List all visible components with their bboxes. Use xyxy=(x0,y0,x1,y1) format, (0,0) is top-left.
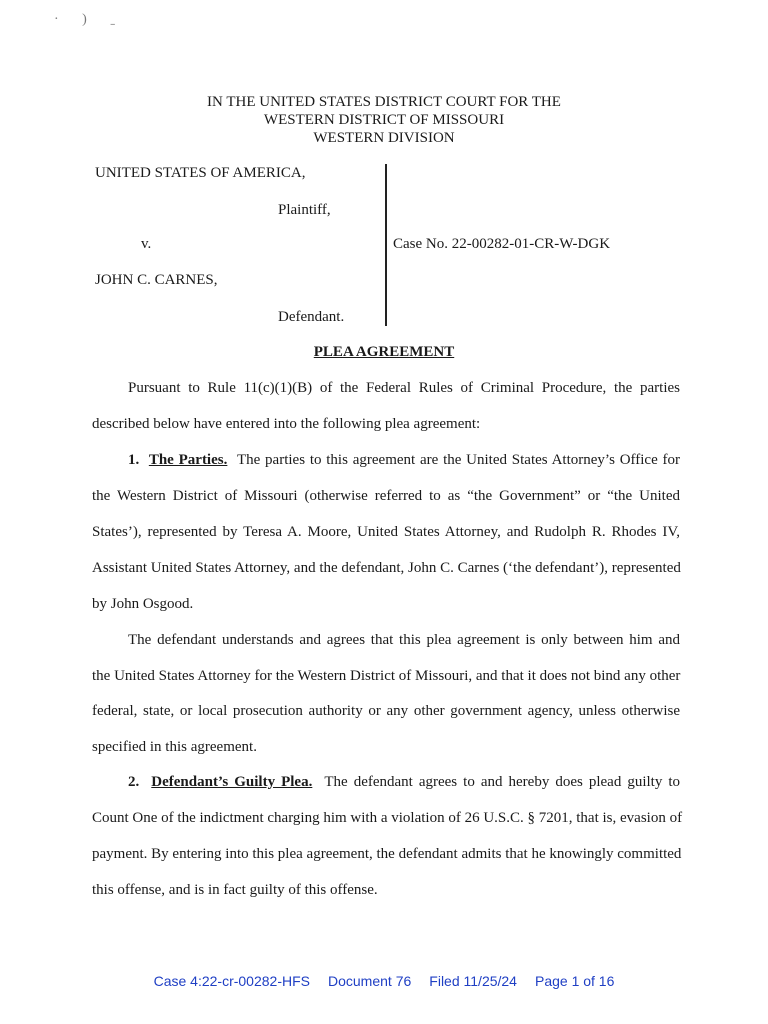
plaintiff-role: Plaintiff, xyxy=(278,202,331,218)
caption-divider xyxy=(385,164,387,326)
section-2-text: The defendant agrees to and hereby does plead guilty to xyxy=(324,774,681,790)
defendant-name: JOHN C. CARNES, xyxy=(95,272,218,288)
footer-filed: Filed 11/25/24 xyxy=(429,973,517,989)
intro-line-1: Pursuant to Rule 11(c)(1)(B) of the Federal Rules of Criminal Procedure, the parties xyxy=(128,380,680,396)
court-line-3: WESTERN DIVISION xyxy=(313,130,455,146)
section-1-line-4: Assistant United States Attorney, and the defendant, John C. Carnes (‘the defendant’), represented xyxy=(92,560,681,576)
ecf-footer xyxy=(0,973,768,989)
section-1-text: The parties to this agreement are the United States Attorney’s Office for xyxy=(236,452,681,468)
para-2-line-4: specified in this agreement. xyxy=(92,739,257,755)
section-2-line-3: payment. By entering into this plea agreement, the defendant admits that he knowingly committed xyxy=(92,846,682,862)
scan-artifact-mark: · ) ˍ xyxy=(54,12,125,27)
section-2-heading: Defendant’s Guilty Plea. xyxy=(151,774,313,790)
defendant-role: Defendant. xyxy=(278,309,345,325)
section-1-line-5: by John Osgood. xyxy=(92,596,194,612)
section-2-line-4: this offense, and is in fact guilty of this offense. xyxy=(92,882,378,898)
section-1-number: 1. xyxy=(128,452,140,468)
footer-page: Page 1 of 16 xyxy=(534,973,615,989)
section-1-line-1 xyxy=(128,452,680,469)
section-2-number: 2. xyxy=(128,774,140,790)
section-1-line-3: States’), represented by Teresa A. Moore, United States Attorney, and Rudolph R. Rhodes IV, xyxy=(92,524,680,540)
court-heading xyxy=(0,93,768,147)
case-number: Case No. 22-00282-01-CR-W-DGK xyxy=(393,236,611,252)
section-1-heading: The Parties. xyxy=(148,452,228,468)
document-title: PLEA AGREEMENT xyxy=(313,344,455,360)
para-2-line-1: The defendant understands and agrees that this plea agreement is only between him and xyxy=(128,632,680,648)
footer-case: Case 4:22-cr-00282-HFS xyxy=(153,973,310,989)
footer-document: Document 76 xyxy=(328,973,412,989)
court-line-2: WESTERN DISTRICT OF MISSOURI xyxy=(263,112,505,128)
versus-label: v. xyxy=(141,236,152,252)
plaintiff-name: UNITED STATES OF AMERICA, xyxy=(95,165,306,181)
para-2-line-2: the United States Attorney for the Western District of Missouri, and that it does not bind any other xyxy=(92,668,681,684)
court-line-1: IN THE UNITED STATES DISTRICT COURT FOR THE xyxy=(207,94,561,110)
section-2-line-1 xyxy=(128,774,680,791)
para-2-line-3: federal, state, or local prosecution authority or any other government agency, unless otherwise xyxy=(92,703,680,719)
section-2-line-2: Count One of the indictment charging him with a violation of 26 U.S.C. § 7201, that is, evasion of xyxy=(92,810,683,826)
section-1-line-2: the Western District of Missouri (otherwise referred to as “the Government” or “the United xyxy=(92,488,680,504)
intro-line-2: described below have entered into the following plea agreement: xyxy=(92,416,481,432)
